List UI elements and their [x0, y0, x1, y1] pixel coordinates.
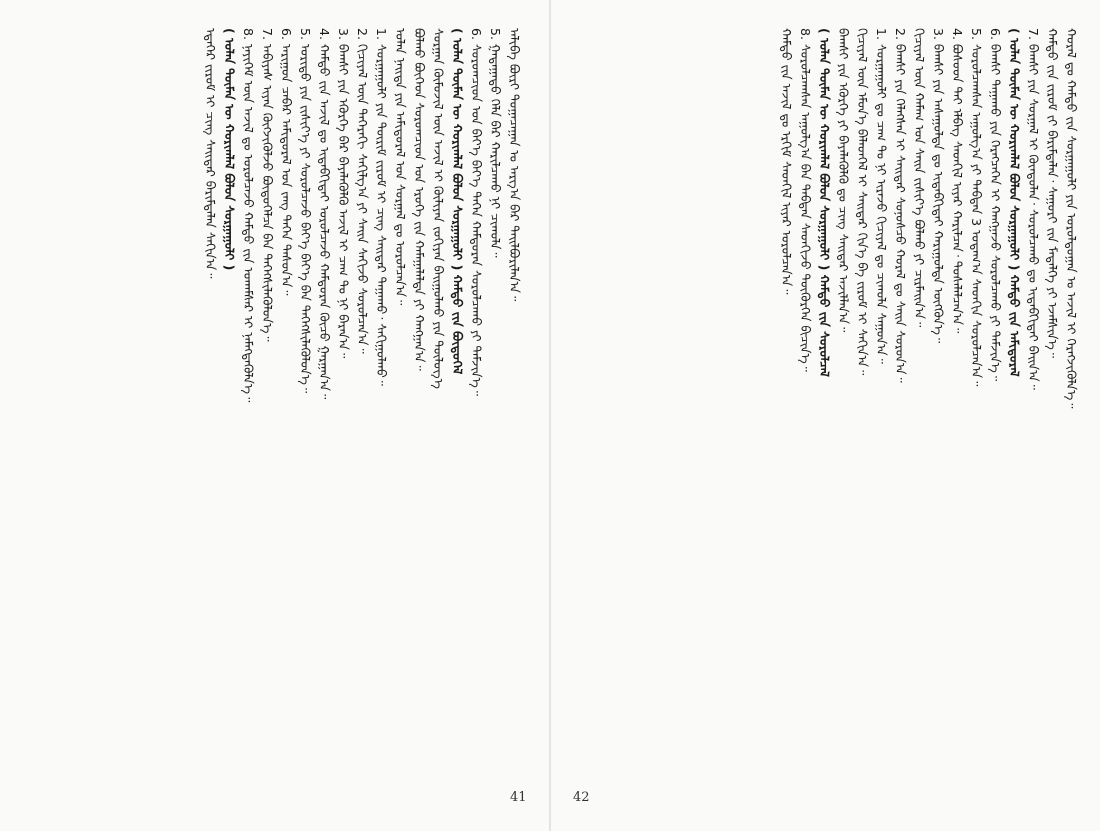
- text-line: 4. ᠪᠤᠰᠤᠳ ᠲᠠᠢ ᠡᠯᠪᠡᠭ ᠰᠡᠳᠬᠢᠯ ᠢᠶᠠᠷ ᠬᠠᠷᠢᠯᠴᠠᠨ᠂ ᠲᠤᠰᠠᠯᠠᠯᠴᠠᠨ᠎ᠠ᠃: [950, 28, 965, 334]
- left-page: [0, 0, 549, 831]
- text-line: ( ᠤᠯᠠᠨ ᠲᠦᠮᠡᠨ ᠦ ᠬᠣᠷᠢᠭᠯᠠᠯ ᠪᠣᠯᠤᠨ ᠰᠤᠷᠭᠠᠭᠤᠯᠢ ) ᠬᠠᠮᠲᠤ ᠵᠢᠨ ᠠᠮᠢᠳᠤᠷᠠᠯ: [1007, 28, 1022, 377]
- text-line: 6. ᠠᠷᠢᠭᠤᠨ ᠴᠡᠪᠡᠷ ᠠᠮᠢᠳᠤᠷᠠᠯ ᠤᠨ ᠵᠠᠩ ᠳᠡᠭᠡᠨ ᠳᠠᠰᠤᠨ᠎ᠠ᠃: [279, 28, 294, 296]
- text-line: 5. ᠭᠠᠳᠠᠭᠠᠳᠤ ᠬᠡᠯᠡ ᠪᠠᠷ ᠬᠠᠷᠢᠯᠴᠠᠬᠤ ᠨᠢ ᠴᠢᠬᠤᠯᠠ᠃: [488, 28, 503, 258]
- text-line: 3. ᠪᠠᠭᠰᠢ ᠶᠢᠨ ᠠᠰᠠᠭᠤᠯᠲᠠ ᠳᠤ ᠢᠳᠡᠪᠬᠢᠲᠡᠢ ᠬᠠᠷᠢᠭᠤᠯᠲᠠ ᠥᠭᠭᠦᠨ᠎ᠡ᠃: [931, 28, 946, 344]
- text-line: 6. ᠪᠠᠭᠰᠢ ᠳᠠᠭᠠᠬᠤ ᠶᠢᠨ ᠬᠡᠷᠡᠭᠴᠡᠭᠡᠨ ᠢ ᠬᠠᠩᠭᠠᠵᠤ ᠰᠤᠷᠤᠯᠴᠠᠬᠤ ᠶᠢ ᠳᠡᠮᠵᠢᠨ᠎ᠡ᠃: [988, 28, 1003, 382]
- text-line: ᠡᠳᠡᠭᠡᠷ ᠵᠢᠷᠤᠮ ᠢ ᠴᠢᠩ ᠰᠠᠢᠲᠠᠷ ᠪᠠᠷᠢᠮᠲᠠᠯᠠᠨ ᠰᠠᠬᠢᠨ᠎ᠠ᠃: [203, 28, 218, 279]
- text-line: 7. ᠪᠠᠭᠰᠢ ᠶᠢᠨ ᠰᠤᠷᠭᠠᠯ ᠢ ᠬᠦᠨᠳᠦᠯᠡᠨ᠂ ᠰᠤᠷᠤᠯᠴᠠᠬᠤ ᠳᠤ ᠢᠳᠡᠪᠬᠢᠲᠡᠢ ᠪᠠᠢᠨ᠎ᠠ᠃: [1026, 28, 1041, 390]
- text-line: ᠣᠯᠠᠨ ᠨᠡᠢᠲᠡ ᠶᠢᠨ ᠠᠮᠢᠳᠤᠷᠠᠯ ᠤᠨ ᠰᠤᠷᠭᠠᠯ ᠳᠤ ᠣᠷᠣᠯᠴᠠᠨ᠎ᠠ᠃: [393, 28, 408, 306]
- text-line: 7. ᠠᠪᠢᠶᠠᠰ ᠢᠶᠠᠨ ᠬᠥᠭᠵᠢᠭᠦᠯᠵᠦ ᠪᠦᠲᠦᠭᠡᠯᠴᠡ ᠪᠡᠨ ᠳᠡᠭᠡᠭᠰᠢᠯᠡᠭᠦᠯᠦᠨ᠎ᠡ᠃: [260, 28, 275, 342]
- text-line: 1. ᠰᠤᠷᠭᠠᠭᠤᠯᠢ ᠳᠤ ᠴᠠᠭ ᠲᠤ ᠨᠢ ᠢᠷᠡᠵᠦ ᠬᠢᠴᠢᠶᠡᠯ ᠳᠤ ᠴᠢᠬᠤᠯᠠ ᠰᠠᠭᠤᠨ᠎ᠠ᠃: [874, 28, 889, 364]
- text-line: 3. ᠪᠠᠭᠰᠢ ᠶᠢᠨ ᠡᠭᠦᠷᠭᠡ ᠪᠠᠷ ᠪᠡᠶᠡᠯᠡᠭᠦᠯᠬᠦ ᠠᠵᠢᠯ ᠢ ᠴᠠᠭ ᠲᠤ ᠨᠢ ᠪᠠᠷᠠᠨ᠎ᠠ᠃: [336, 28, 351, 359]
- page-number: 41: [510, 790, 527, 805]
- text-line: ᠠᠯᠢᠪᠠ ᠪᠦᠷᠢ ᠲᠣᠭᠠᠴᠠᠭᠠᠨ ᠤ ᠠᠷᠭ᠎ᠠ ᠪᠠᠷ ᠲᠠᠢᠯᠪᠤᠷᠢᠯᠠᠨ᠎ᠠ᠃: [507, 28, 522, 302]
- page-number: 42: [573, 790, 590, 805]
- text-line: 6. ᠰᠤᠷᠤᠭᠴᠢᠳ ᠤᠨ ᠪᠡᠶ᠎ᠡ ᠪᠡᠶ᠎ᠡ ᠳᠡᠭᠡᠨ ᠬᠠᠮᠲᠤᠷᠠᠨ ᠰᠤᠷᠤᠯᠴᠠᠬᠤ ᠶᠢ ᠳᠡᠮᠵᠢᠨ᠎ᠡ᠃: [469, 28, 484, 396]
- text-line: ᠬᠤᠷᠠᠯ ᠳᠤ ᠬᠠᠮᠲᠤ ᠵᠢᠨ ᠰᠤᠷᠭᠠᠭᠤᠯᠢ ᠶᠢᠨ ᠤᠷᠤᠯᠳᠤᠭᠠᠨ ᠤ ᠠᠵᠢᠯ ᠢ ᠬᠡᠷᠡᠭᠵᠢᠭᠦᠯᠨ᠎ᠡ᠃: [1064, 28, 1079, 409]
- right-page: [551, 0, 1100, 831]
- text-line: ( ᠤᠯᠠᠨ ᠲᠦᠮᠡᠨ ᠦ ᠬᠣᠷᠢᠭᠯᠠᠯ ᠪᠣᠯᠤᠨ ᠰᠤᠷᠭᠠᠭᠤᠯᠢ ) ᠬᠠᠮᠲᠤ ᠵᠢᠨ ᠰᠤᠷᠤᠯᠴᠠᠯ: [817, 28, 832, 377]
- text-line: 4. ᠬᠠᠮᠲᠤ ᠵᠢᠨ ᠠᠵᠢᠯ ᠳᠤ ᠢᠳᠡᠪᠬᠢᠲᠡᠢ ᠣᠷᠣᠯᠴᠠᠵᠤ ᠬᠠᠮᠲᠤᠷᠠᠨ ᠬᠦᠴᠦ ᠭᠠᠷᠭᠠᠨ᠎ᠠ᠃: [317, 28, 332, 400]
- text-line: 2. ᠪᠠᠭᠰᠢ ᠶᠢᠨ ᠬᠡᠯᠡᠭᠰᠡᠨ ᠢ ᠰᠠᠢᠲᠠᠷ ᠰᠣᠨᠤᠰᠴᠤ ᠬᠤᠷᠠᠯ ᠳᠤ ᠰᠠᠢᠨ ᠰᠤᠷᠤᠨ᠎ᠠ᠃: [893, 28, 908, 383]
- text-line: ᠬᠠᠮᠲᠤ ᠵᠢᠨ ᠠᠵᠢᠯ ᠳᠤ ᠡᠷᠬᠢᠮ ᠰᠡᠳᠬᠢᠯ ᠢᠶᠠᠷ ᠣᠷᠣᠯᠴᠠᠨ᠎ᠠ᠃: [779, 28, 794, 295]
- text-line: 2. ᠬᠢᠴᠢᠶᠡᠯ ᠦᠨ ᠳᠡᠭᠡᠷᠡᠬᠢ ᠰᠠᠬᠢᠯᠭ᠎ᠠ ᠶᠢ ᠰᠠᠢᠨ ᠰᠠᠬᠢᠵᠤ ᠰᠤᠷᠤᠯᠴᠠᠨ᠎ᠠ᠃: [355, 28, 370, 354]
- text-line: ᠰᠤᠷᠭᠠᠨ ᠬᠦᠮᠦᠵᠢᠯ ᠦᠨ ᠠᠵᠢᠯ ᠢ ᠬᠦᠯᠢᠶᠡᠨ ᠵᠣᠬᠢᠶᠠᠨ ᠪᠠᠢᠭᠤᠯᠬᠤ ᠶᠢᠨ ᠲᠥᠯᠥᠭ᠎ᠡ: [431, 28, 446, 389]
- text-line: 8. ᠰᠤᠷᠤᠯᠴᠠᠭᠰᠠᠨ ᠠᠭᠤᠯᠭ᠎ᠠ ᠪᠠᠨ ᠳᠠᠪᠲᠠᠨ ᠰᠡᠳᠬᠢᠵᠦ ᠳᠦᠭᠦᠷᠭᠡᠨ ᠪᠢᠴᠢᠨ᠎ᠡ᠃: [798, 28, 813, 372]
- text-line: 5. ᠰᠤᠷᠤᠯᠴᠠᠭᠰᠠᠨ ᠠᠭᠤᠯᠭ᠎ᠠ ᠶᠢ ᠳᠠᠪᠲᠠᠨ 3 ᠤᠳᠠᠭ᠎ᠠ ᠰᠡᠳᠬᠢᠨ ᠰᠤᠷᠤᠯᠴᠠᠨ᠎ᠠ᠃: [969, 28, 984, 387]
- left-page-text: [42, 28, 522, 783]
- text-line: ( ᠤᠯᠠᠨ ᠲᠦᠮᠡᠨ ᠦ ᠬᠣᠷᠢᠭᠯᠠᠯ ᠪᠣᠯᠤᠨ ᠰᠤᠷᠭᠠᠭᠤᠯᠢ ) ᠬᠠᠮᠲᠤ ᠵᠢᠨ ᠪᠦᠲᠦᠭᠡᠯ: [450, 28, 465, 375]
- text-line: ᠬᠢᠴᠢᠶᠡᠯ ᠦᠨ ᠡᠮᠦᠨ᠎ᠡ ᠪᠡᠯᠡᠳᠬᠡᠯ ᠢ ᠰᠠᠢᠲᠠᠷ ᠬᠢᠨ᠎ᠡ ᠪᠠ ᠵᠢᠷᠤᠮ ᠢ ᠰᠠᠬᠢᠨ᠎ᠠ᠃: [855, 28, 870, 376]
- text-line: 8. ᠨᠡᠶᠢᠭᠡᠮ ᠦᠨ ᠠᠵᠢᠯ ᠳᠤ ᠣᠷᠣᠯᠴᠠᠵᠤ ᠬᠠᠮᠲᠤ ᠵᠢᠨ ᠤᠬᠠᠮᠰᠠᠷ ᠢ ᠨᠡᠮᠡᠭᠳᠡᠭᠦᠯᠨ᠎ᠡ᠃: [241, 28, 256, 403]
- text-line: ᠪᠣᠯᠬᠤ ᠪᠥᠭᠡᠳ ᠰᠤᠷᠤᠭᠴᠢᠳ ᠤᠨ ᠡᠷᠦᠬᠡ ᠵᠢᠨ ᠬᠠᠮᠠᠭᠠᠯᠠᠯᠲᠠ ᠶᠢ ᠬᠠᠩᠭᠠᠨ᠎ᠠ᠃: [412, 28, 427, 371]
- text-line: ᠬᠠᠮᠲᠤ ᠵᠢᠨ ᠵᠢᠷᠤᠮ ᠵᠢ ᠪᠠᠷᠢᠮᠲᠠᠯᠠᠨ᠂ ᠰᠠᠭᠤᠷᠢ ᠵᠢᠨ ᠮᠡᠳᠡᠯᠭᠡ ᠶᠢ ᠡᠵᠡᠮᠰᠢᠨ᠎ᠡ᠃: [1045, 28, 1060, 359]
- text-line: ᠪᠠᠭᠰᠢ ᠶᠢᠨ ᠡᠭᠦᠷᠭᠡ ᠶᠢ ᠪᠡᠶᠡᠯᠡᠭᠦᠯᠬᠦ ᠳᠤ ᠴᠢᠩ ᠰᠠᠢᠲᠠᠷ ᠠᠵᠢᠯᠯᠠᠨ᠎ᠠ᠃: [836, 28, 851, 333]
- text-line: 5. ᠤᠷᠢᠳᠤ ᠶᠢᠨ ᠵᠢᠱᠢᠶ᠎ᠡ ᠶᠢ ᠰᠤᠷᠤᠯᠴᠠᠵᠤ ᠪᠡᠶ᠎ᠡ ᠪᠡᠶ᠎ᠡ ᠪᠡᠨ ᠳᠡᠭᠡᠭᠰᠢᠯᠡᠭᠦᠯᠦᠨ᠎ᠡ᠃: [298, 28, 313, 394]
- text-line: ( ᠤᠯᠠᠨ ᠲᠦᠮᠡᠨ ᠦ ᠬᠣᠷᠢᠭᠯᠠᠯ ᠪᠣᠯᠤᠨ ᠰᠤᠷᠭᠠᠭᠤᠯᠢ ): [222, 28, 237, 271]
- text-line: ᠬᠢᠴᠢᠶᠡᠯ ᠦᠨ ᠬᠠᠮᠠᠭ ᠤᠨ ᠰᠠᠢᠨ ᠵᠢᠱᠢᠶ᠎ᠡ ᠪᠣᠯᠬᠤ ᠶᠢ ᠴᠢᠷᠮᠠᠢᠨ᠎ᠠ᠃: [912, 28, 927, 328]
- text-line: 1. ᠰᠤᠷᠭᠠᠭᠤᠯᠢ ᠶᠢᠨ ᠳᠦᠷᠢᠮ ᠵᠢᠷᠤᠮ ᠢ ᠴᠢᠩ ᠰᠠᠢᠲᠠᠷ ᠳᠠᠭᠠᠬᠤ᠂ ᠰᠠᠬᠢᠭᠤᠯᠬᠤ᠃: [374, 28, 389, 386]
- right-page-text: [579, 28, 1079, 783]
